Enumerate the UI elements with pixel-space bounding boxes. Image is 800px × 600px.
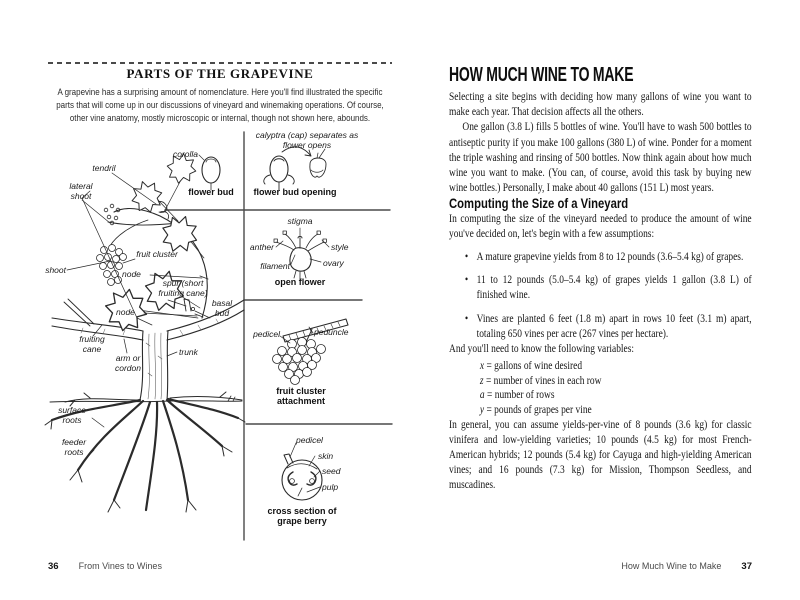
- equals-sign: =: [486, 360, 492, 373]
- caption-open-flower: open flower: [274, 277, 326, 287]
- label-pedicel-cluster: pedicel: [253, 329, 280, 339]
- variable-row: [480, 374, 752, 389]
- label-skin: skin: [318, 451, 334, 461]
- caption-berry-cross-section: cross section of grape berry: [267, 506, 337, 526]
- label-style: style: [331, 242, 349, 252]
- variables-list: [480, 359, 752, 417]
- bullet-text: 11 to 12 pounds (5.0–5.4 kg) of grapes yields 1 gallon (3.8 L) of finished wine.: [476, 274, 752, 302]
- panel-intro-wrap: [48, 86, 392, 125]
- label-trunk: trunk: [179, 347, 198, 357]
- caption-flower-bud-opening: flower bud opening: [253, 187, 337, 197]
- variable-symbol: x: [479, 360, 485, 373]
- label-tendril: tendril: [92, 163, 116, 173]
- bullet-item: [449, 250, 752, 265]
- variable-row: [480, 359, 752, 374]
- equals-sign: =: [487, 389, 493, 402]
- label-shoot: shoot: [45, 265, 66, 275]
- bullet-marker: •: [464, 251, 469, 264]
- flower-bud-drawing: [199, 155, 220, 190]
- running-title-right: How Much Wine to Make: [621, 561, 722, 571]
- label-lateral-shoot: lateral shoot: [69, 181, 93, 201]
- bullet-marker: •: [464, 274, 469, 287]
- equals-sign: =: [486, 404, 492, 417]
- label-node-upper: node: [122, 269, 141, 279]
- variable-symbol: y: [479, 404, 485, 417]
- label-stigma: stigma: [287, 216, 313, 226]
- label-surface-roots: surface roots: [58, 405, 86, 425]
- label-fruit-cluster: fruit cluster: [136, 249, 178, 259]
- bullet-text: A mature grapevine yields from 8 to 12 pounds (3.6–5.4 kg) of grapes.: [476, 251, 744, 264]
- variable-row: [480, 403, 752, 418]
- panel-intro: A grapevine has a surprising amount of nomenclature. Here you'll find illustrated the specific parts that will come up in our discussions of vineyard and winemaking operations. Of course, other vine anatomy, mostly microscopic or internal, though not shown here, abounds.: [56, 87, 384, 123]
- flower-bud-opening-drawing: [264, 147, 326, 190]
- variable-desc: number of rows: [494, 389, 555, 402]
- panel-dashed-rule: [48, 62, 392, 64]
- open-flower-leader-lines: [276, 228, 329, 264]
- bullet-text: Vines are planted 6 feet (1.8 m) apart in rows 10 feet (3.1 m) apart, totaling 650 vines per acre (267 vines per hectare).: [476, 312, 752, 340]
- variable-symbol: a: [479, 389, 485, 402]
- caption-flower-bud: flower bud: [188, 187, 234, 197]
- variable-desc: number of vines in each row: [493, 374, 602, 387]
- section-intro: In computing the size of the vineyard needed to produce the amount of wine you've decided on, let's begin with a few assumptions:: [449, 212, 752, 240]
- equals-sign: =: [485, 374, 492, 387]
- label-pulp: pulp: [322, 482, 339, 492]
- variable-desc: pounds of grapes per vine: [494, 404, 592, 417]
- running-title-left: From Vines to Wines: [78, 561, 162, 571]
- label-basal-bud: basal bud: [211, 298, 233, 318]
- paragraph: Selecting a site begins with deciding how many gallons of wine you want to make each year. That decision affects all the others.: [449, 91, 752, 119]
- label-spur: spur (short fruiting cane): [158, 278, 208, 298]
- variables-intro: And you'll need to know the following variables:: [449, 343, 635, 356]
- label-calyptra: calyptra (cap) separates as flower opens: [255, 130, 359, 150]
- page-number-left: 36: [48, 561, 59, 572]
- bullet-marker: •: [464, 312, 469, 325]
- grape-leaves: [98, 150, 204, 338]
- caption-fruit-cluster-attachment: fruit cluster attachment: [276, 386, 326, 406]
- page-number-right: 37: [741, 561, 752, 572]
- vine-illustration: [45, 150, 245, 512]
- label-fruiting-cane: fruiting cane: [79, 334, 105, 354]
- label-node-lower: node: [116, 307, 135, 317]
- variable-desc: gallons of wine desired: [494, 360, 583, 373]
- panel-title: PARTS OF THE GRAPEVINE: [126, 66, 314, 81]
- left-page-footer: [48, 561, 162, 572]
- variable-symbol: z: [479, 374, 484, 387]
- label-peduncle: peduncle: [314, 327, 349, 337]
- berry-cross-section-drawing: [282, 443, 322, 500]
- label-pedicel-berry: pedicel: [296, 435, 323, 445]
- label-ovary: ovary: [323, 258, 344, 268]
- label-feeder-roots: feeder roots: [61, 437, 87, 457]
- label-corolla: corolla: [172, 149, 198, 159]
- label-anther: anther: [249, 242, 274, 252]
- paragraph: One gallon (3.8 L) fills 5 bottles of wine. You'll have to wash 500 bottles to antiseptic purity if you make 100 gallons (380 L) of wine. Ponder for a moment the triple washing and rinsing of 500 bottles. Now think again about how much wine you want to make. (You can, of course, avoid this task by buying new wine bottles.) Personally, I make about 40 gallons (151 L) most years.: [449, 121, 752, 195]
- paragraph: In general, you can assume yields-per-vine of 8 pounds (3.6 kg) for classic vinifera and low-yielding varieties; 10 pounds (4.5 kg) for most French-American hybrids; 12 pounds (5.4 kg) for Cayuga and high-yielding American vines; and 16 pounds (7.3 kg) for Mission, Thompson Seedless, and muscadines.: [449, 418, 752, 492]
- label-arm-or-cordon: arm or cordon: [115, 353, 141, 373]
- chapter-body: [449, 90, 752, 494]
- label-filament: filament: [260, 261, 290, 271]
- variable-row: [480, 388, 752, 403]
- bullet-item: [449, 312, 752, 342]
- section-heading: Computing the Size of a Vineyard: [449, 196, 629, 212]
- bullet-item: [449, 273, 752, 303]
- label-seed: seed: [322, 466, 341, 476]
- right-page-footer: [621, 561, 752, 572]
- grapevine-diagram: [30, 128, 400, 543]
- chapter-title: HOW MUCH WINE TO MAKE: [449, 64, 634, 86]
